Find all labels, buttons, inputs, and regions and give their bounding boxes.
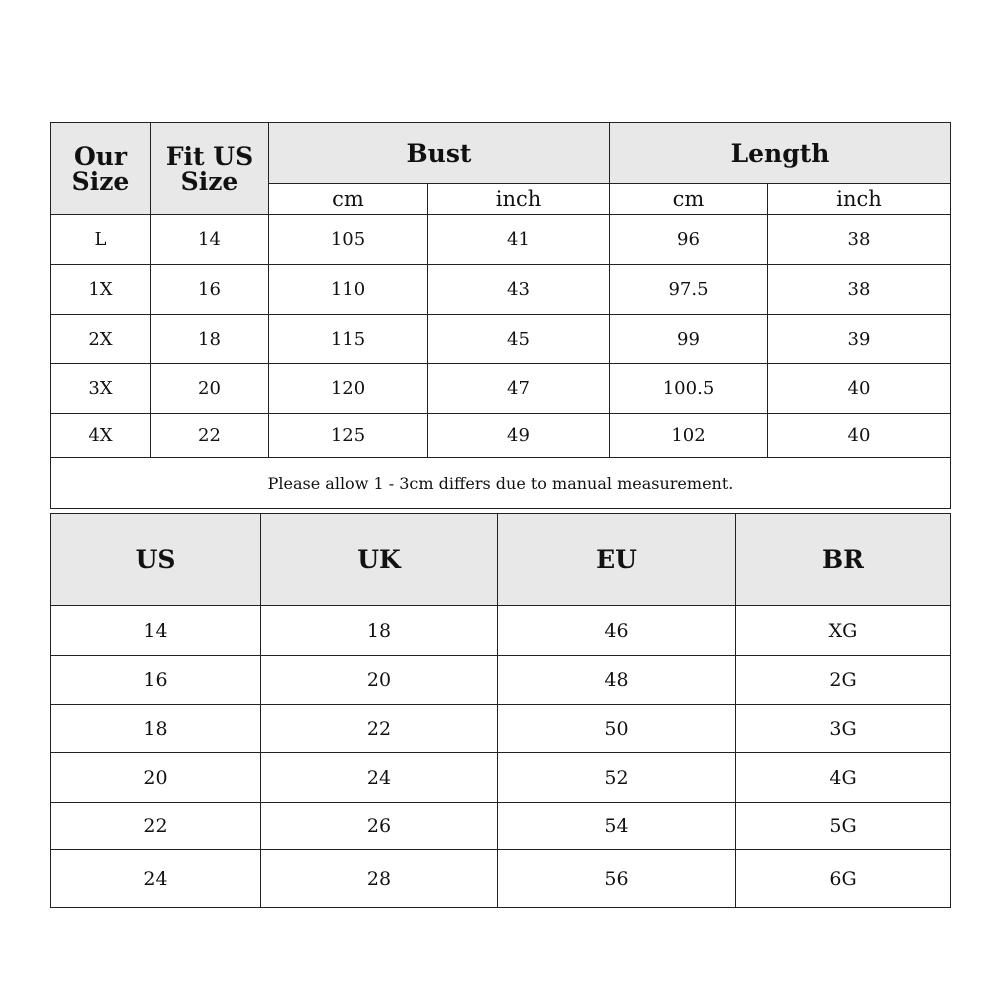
length-inch-cell: 39	[768, 315, 951, 364]
our-size-cell: 2X	[51, 315, 151, 364]
length-inch-cell: 38	[768, 265, 951, 315]
our-size-cell: 4X	[51, 414, 151, 458]
eu-size-cell: 56	[498, 850, 736, 908]
fit-us-size-cell: 20	[151, 364, 269, 414]
length-cm-cell: 100.5	[610, 364, 768, 414]
length-inch-cell: 38	[768, 215, 951, 265]
uk-size-cell: 28	[261, 850, 498, 908]
size-table-row	[51, 315, 951, 364]
conversion-table-row	[51, 705, 951, 753]
us-size-cell: 24	[51, 850, 261, 908]
us-size-cell: 20	[51, 753, 261, 803]
length-cm-cell: 96	[610, 215, 768, 265]
us-size-cell: 16	[51, 656, 261, 705]
length-cm-cell: 99	[610, 315, 768, 364]
bust-cm-cell: 115	[269, 315, 428, 364]
eu-size-cell: 48	[498, 656, 736, 705]
header-bust-inch: inch	[428, 184, 610, 215]
uk-size-cell: 18	[261, 606, 498, 656]
header-length-cm: cm	[610, 184, 768, 215]
br-size-cell: 4G	[736, 753, 951, 803]
eu-size-cell: 54	[498, 803, 736, 850]
bust-cm-cell: 110	[269, 265, 428, 315]
size-table-row	[51, 265, 951, 315]
fit-us-size-cell: 18	[151, 315, 269, 364]
header-length: Length	[610, 123, 951, 184]
header-us: US	[51, 514, 261, 606]
length-inch-cell: 40	[768, 414, 951, 458]
bust-inch-cell: 47	[428, 364, 610, 414]
header-bust-cm: cm	[269, 184, 428, 215]
bust-inch-cell: 43	[428, 265, 610, 315]
header-br: BR	[736, 514, 951, 606]
br-size-cell: 5G	[736, 803, 951, 850]
header-bust: Bust	[269, 123, 610, 184]
length-inch-cell: 40	[768, 364, 951, 414]
size-table-row	[51, 414, 951, 458]
eu-size-cell: 46	[498, 606, 736, 656]
uk-size-cell: 26	[261, 803, 498, 850]
bust-cm-cell: 120	[269, 364, 428, 414]
header-uk: UK	[261, 514, 498, 606]
conversion-table-row	[51, 753, 951, 803]
size-table-row	[51, 364, 951, 414]
us-size-cell: 18	[51, 705, 261, 753]
us-size-cell: 14	[51, 606, 261, 656]
size-chart-table	[50, 122, 951, 509]
uk-size-cell: 20	[261, 656, 498, 705]
br-size-cell: 3G	[736, 705, 951, 753]
us-size-cell: 22	[51, 803, 261, 850]
fit-us-size-cell: 16	[151, 265, 269, 315]
uk-size-cell: 24	[261, 753, 498, 803]
length-cm-cell: 97.5	[610, 265, 768, 315]
conversion-table-row	[51, 803, 951, 850]
our-size-cell: 1X	[51, 265, 151, 315]
bust-cm-cell: 105	[269, 215, 428, 265]
header-our-size: Our Size	[51, 123, 151, 215]
uk-size-cell: 22	[261, 705, 498, 753]
eu-size-cell: 50	[498, 705, 736, 753]
size-conversion-table	[50, 513, 951, 908]
bust-cm-cell: 125	[269, 414, 428, 458]
header-fit-us-size: Fit US Size	[151, 123, 269, 215]
header-length-inch: inch	[768, 184, 951, 215]
br-size-cell: 2G	[736, 656, 951, 705]
bust-inch-cell: 49	[428, 414, 610, 458]
conversion-table-row	[51, 606, 951, 656]
our-size-cell: 3X	[51, 364, 151, 414]
conversion-table-row	[51, 850, 951, 908]
measurement-note: Please allow 1 - 3cm differs due to manual measurement.	[51, 458, 951, 509]
conversion-header-row	[51, 514, 951, 606]
bust-inch-cell: 45	[428, 315, 610, 364]
header-eu: EU	[498, 514, 736, 606]
fit-us-size-cell: 22	[151, 414, 269, 458]
br-size-cell: XG	[736, 606, 951, 656]
fit-us-size-cell: 14	[151, 215, 269, 265]
eu-size-cell: 52	[498, 753, 736, 803]
conversion-table-row	[51, 656, 951, 705]
bust-inch-cell: 41	[428, 215, 610, 265]
length-cm-cell: 102	[610, 414, 768, 458]
our-size-cell: L	[51, 215, 151, 265]
size-table-row	[51, 215, 951, 265]
br-size-cell: 6G	[736, 850, 951, 908]
